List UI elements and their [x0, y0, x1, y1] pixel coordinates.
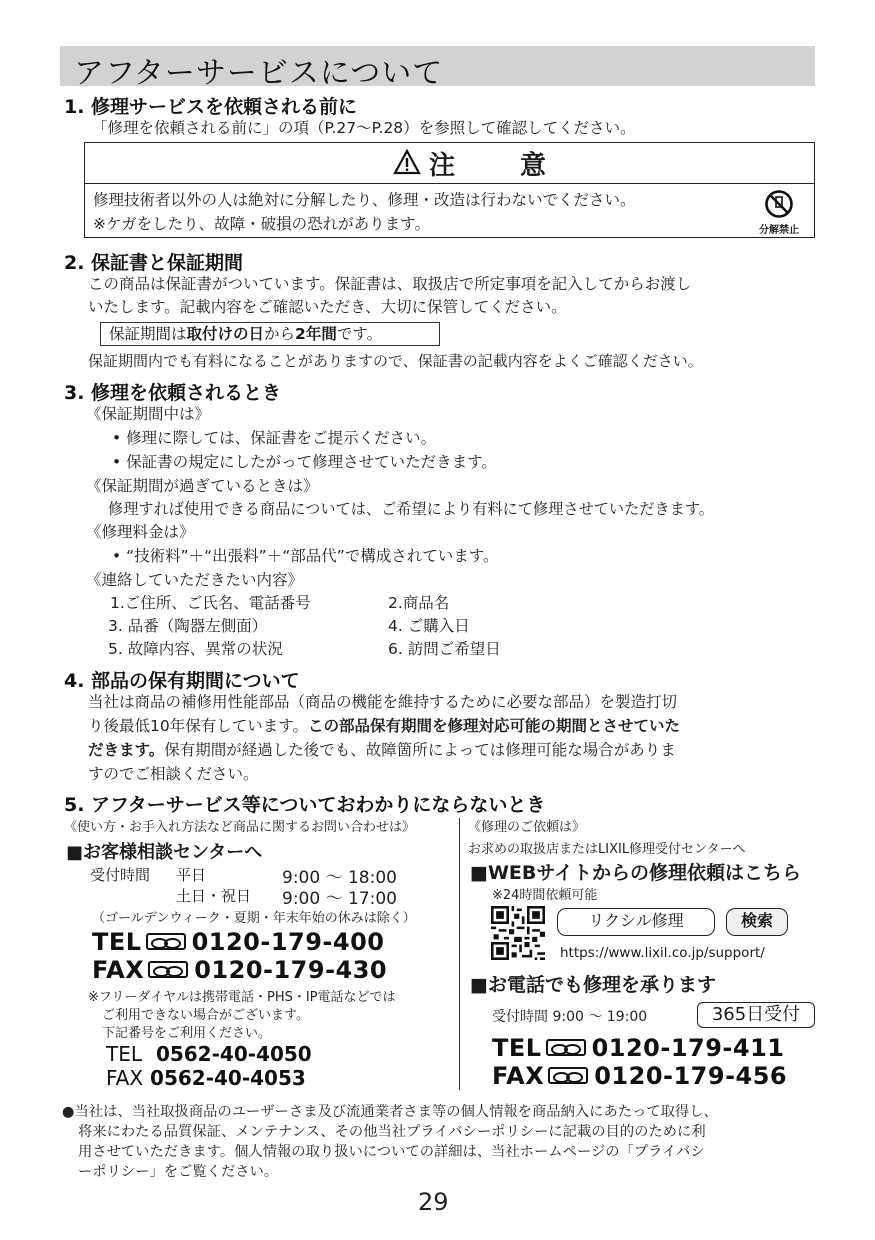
section-4-line-4: すのでご相談ください。 [88, 765, 259, 783]
tel-label: TEL [92, 928, 142, 956]
repair-intro: お求めの取扱店またはLIXIL修理受付センターへ [468, 842, 746, 857]
section-5-heading: 5. アフターサービス等についておわかりにならないとき [64, 794, 546, 816]
warranty-text: です。 [336, 325, 383, 343]
365-days-badge: 365日受付 [697, 1002, 815, 1028]
page-number: 29 [418, 1188, 449, 1216]
contact-item: 1.ご住所、ご氏名、電話番号 [110, 594, 311, 612]
section-2-note: 保証期間内でも有料になることがありますので、保証書の記載内容をよくご確認ください。 [88, 352, 703, 370]
section-3-sub-3: 《修理料金は》 [86, 523, 195, 541]
warranty-period-box [100, 322, 440, 346]
inquiry-sub: 《使い方・お手入れ方法など商品に関するお問い合わせは》 [64, 820, 416, 835]
no-disassembly-label: 分解禁止 [759, 225, 799, 236]
section-3-sub-2: 《保証期間が過ぎているときは》 [86, 477, 319, 495]
tel-number[interactable]: 0120-179-400 [191, 928, 385, 956]
section-4-line-3 [88, 739, 676, 762]
free-dial-icon [146, 933, 186, 950]
section-4-heading: 4. 部品の保有期間について [64, 670, 300, 692]
column-divider [459, 818, 460, 1090]
weekday-label: 平日 [176, 866, 207, 884]
section-3-bullet-3: • “技術料”＋“出張料”＋“部品代”で構成されています。 [112, 547, 499, 565]
section-4-line-1: 当社は商品の補修用性能部品（商品の機能を維持するために必要な部品）を製造打切 [88, 693, 678, 711]
section-2-line-1: この商品は保証書がついています。保証書は、取扱店で所定事項を記入してからお渡し [88, 275, 692, 293]
section-1-text: 「修理を依頼される前に」の項（P.27〜P.28）を参照して確認してください。 [92, 119, 636, 137]
repair-sub: 《修理のご依頼は》 [468, 820, 586, 835]
tel-number[interactable]: 0562-40-4050 [155, 1042, 312, 1066]
section-2-heading: 2. 保証書と保証期間 [64, 252, 244, 274]
free-dial-note-2: ご利用できない場合がございます。 [102, 1008, 309, 1023]
free-dial-note-3: 下記番号をご利用ください。 [102, 1026, 272, 1041]
tel-number[interactable]: 0120-179-411 [591, 1034, 785, 1062]
contact-item: 2.商品名 [388, 594, 450, 612]
search-term-box[interactable]: リクシル修理 [557, 908, 715, 936]
free-dial-note-1: ※フリーダイヤルは携帯電話・PHS・IP電話などでは [88, 990, 396, 1005]
fax-label: FAX [106, 1066, 144, 1090]
title-bar [60, 46, 815, 91]
fax-number[interactable]: 0120-179-430 [194, 956, 388, 984]
repair-fax [492, 1062, 787, 1090]
search-button[interactable]: 検索 [726, 908, 788, 936]
center-fax [92, 956, 387, 984]
customer-center-heading: ■お客様相談センターへ [66, 842, 263, 863]
section-4-text: り後最低10年保有しています。 [88, 717, 308, 735]
section-3-text-2: 修理すれば使用できる商品については、ご希望により有料にて修理させていただきます。 [108, 500, 714, 518]
warranty-text: 保証期間は [109, 325, 187, 343]
section-4-emphasis: だきます。 [88, 741, 165, 759]
fax-label: FAX [492, 1062, 545, 1090]
phone-repair-heading: ■お電話でも修理を承ります [470, 974, 716, 996]
hours-label: 受付時間 [90, 866, 151, 884]
section-4-text: 保有期間が経過した後でも、故障箇所によっては修理可能な場合がありま [164, 741, 676, 759]
tel-label: TEL [106, 1042, 142, 1066]
warranty-text: から [264, 325, 296, 343]
caution-box [84, 142, 815, 238]
privacy-line-2: 将来にわたる品質保証、メンテナンス、その他当社プライバシーポリシーに記載の目的のために利 [78, 1124, 706, 1140]
web-repair-heading: ■WEBサイトからの修理依頼はこちら [470, 862, 802, 884]
warranty-duration: 2年間 [295, 325, 337, 343]
alt-tel [106, 1042, 312, 1066]
no-disassembly-icon [764, 189, 794, 219]
contact-item: 3. 品番（陶器左側面） [108, 617, 268, 635]
privacy-line-1: ●当社は、当社取扱商品のユーザーさま及び流通業者さま等の個人情報を商品納入にあたって取得し、 [62, 1104, 718, 1120]
fax-number[interactable]: 0562-40-4053 [150, 1066, 306, 1090]
privacy-line-4: ーポリシー」をご覧ください。 [78, 1164, 279, 1180]
caution-line-2: ※ケガをしたり、故障・破損の恐れがあります。 [93, 215, 430, 233]
alt-fax [106, 1066, 306, 1090]
caution-header [85, 143, 814, 184]
section-3-bullet-2: • 保証書の規定にしたがって修理させていただきます。 [112, 453, 497, 471]
fax-number[interactable]: 0120-179-456 [594, 1062, 788, 1090]
contact-item: 6. 訪問ご希望日 [388, 640, 501, 658]
privacy-line-3: 用させていただきます。個人情報の取り扱いについての詳細は、当社ホームページの「プライバシ [78, 1144, 705, 1160]
free-dial-icon [548, 1067, 588, 1084]
free-dial-icon [546, 1039, 586, 1056]
free-dial-icon [148, 961, 188, 978]
qr-code-icon[interactable] [491, 906, 545, 960]
center-tel [92, 928, 384, 956]
section-3-sub-1: 《保証期間中は》 [86, 405, 211, 423]
caution-line-1: 修理技術者以外の人は絶対に分解したり、修理・改造は行わないでください。 [93, 191, 636, 209]
section-2-line-2: いたします。記載内容をご確認いただき、大切に保管してください。 [88, 298, 567, 316]
contact-item: 4. ご購入日 [388, 617, 470, 635]
page-title: アフターサービスについて [74, 56, 444, 91]
support-url[interactable]: https://www.lixil.co.jp/support/ [560, 945, 765, 961]
tel-label: TEL [492, 1034, 542, 1062]
section-1-heading: 1. 修理サービスを依頼される前に [64, 96, 358, 118]
web-repair-note: ※24時間依頼可能 [492, 888, 598, 903]
repair-tel [492, 1034, 784, 1062]
no-disassembly-mark [754, 189, 804, 236]
section-3-heading: 3. 修理を依頼されるとき [64, 382, 282, 404]
section-4-emphasis: この部品保有期間を修理対応可能の期間とさせていた [307, 717, 680, 735]
fax-label: FAX [92, 956, 145, 984]
caution-title: 注 意 [429, 151, 575, 181]
weekend-label: 土日・祝日 [176, 887, 252, 905]
section-3-sub-4: 《連絡していただきたい内容》 [86, 571, 304, 589]
section-3-bullet-1: • 修理に際しては、保証書をご提示ください。 [112, 429, 437, 447]
holiday-note: （ゴールデンウィーク・夏期・年末年始の休みは除く） [92, 911, 416, 926]
weekend-time: 9:00 〜 17:00 [282, 889, 397, 909]
section-4-line-2 [88, 715, 680, 738]
repair-hours: 受付時間 9:00 〜 19:00 [492, 1009, 648, 1025]
warning-icon [393, 149, 421, 175]
warranty-start: 取付けの日 [186, 325, 265, 343]
contact-item: 5. 故障内容、異常の状況 [108, 640, 283, 658]
weekday-time: 9:00 〜 18:00 [282, 868, 397, 888]
